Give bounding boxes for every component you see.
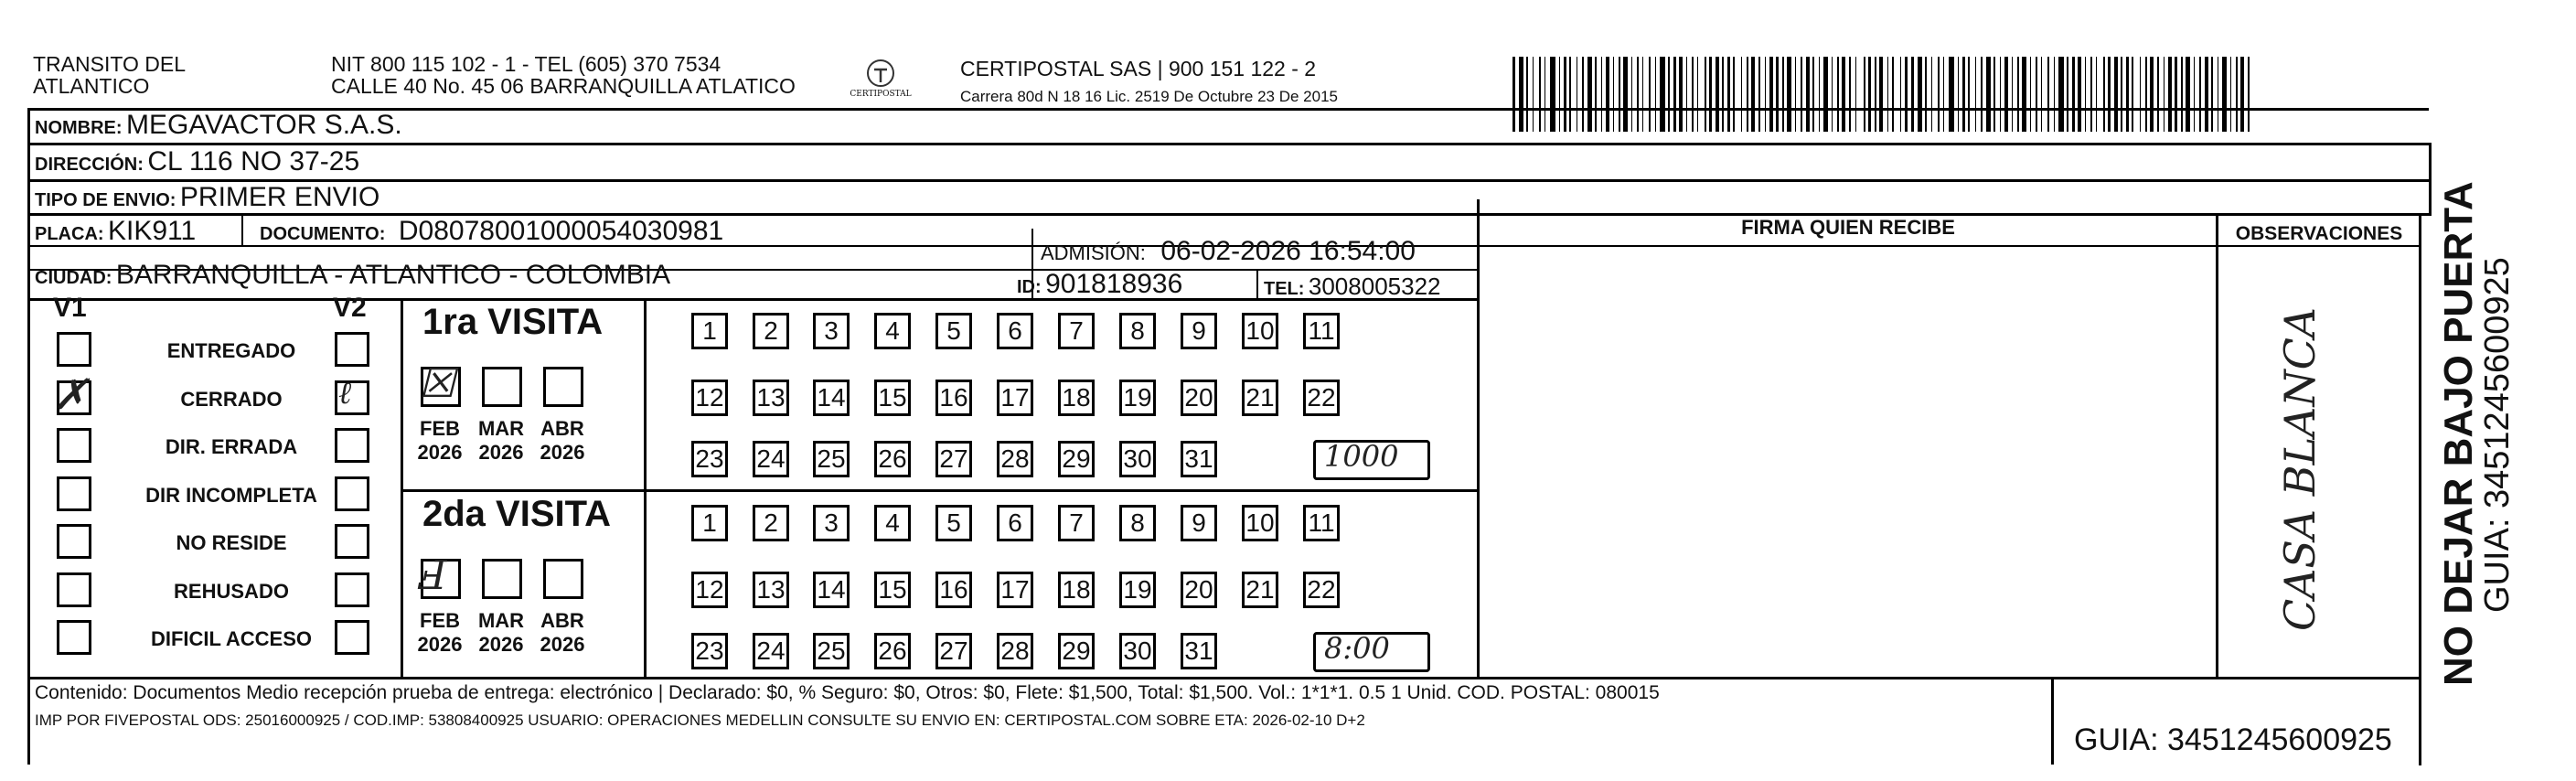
admision-field — [1041, 236, 1416, 267]
barcode-bar — [1958, 57, 1959, 132]
barcode-bar — [2194, 57, 2195, 132]
row-divider — [27, 298, 1480, 301]
month-checkbox[interactable] — [482, 367, 522, 407]
barcode-bar — [1686, 57, 1687, 132]
barcode-bar — [1655, 57, 1656, 132]
nit-block — [331, 53, 796, 97]
barcode-bar — [2058, 57, 2064, 132]
day-box[interactable]: 10 — [1242, 505, 1278, 541]
day-box[interactable]: 5 — [935, 313, 972, 349]
day-box[interactable]: 17 — [997, 380, 1033, 416]
barcode-bar — [1795, 57, 1796, 132]
barcode-bar — [1943, 57, 1944, 132]
day-box[interactable]: 3 — [813, 313, 850, 349]
barcode-bar — [1550, 57, 1555, 132]
day-box[interactable]: 18 — [1058, 380, 1095, 416]
barcode-bar — [1613, 57, 1614, 132]
barcode-bar — [2132, 57, 2133, 132]
v1-checkbox[interactable] — [57, 428, 91, 463]
day-box[interactable]: 28 — [997, 633, 1033, 669]
status-label: DIR INCOMPLETA — [145, 484, 317, 507]
barcode-bar — [2041, 57, 2042, 132]
barcode-bar — [1660, 57, 1665, 132]
barcode-bar — [2022, 57, 2026, 132]
month-name: FEB — [420, 609, 460, 632]
day-box[interactable]: 5 — [935, 505, 972, 541]
barcode-bar — [2072, 57, 2075, 132]
barcode-bar — [1526, 57, 1528, 132]
barcode-bar — [2004, 57, 2008, 132]
barcode-bar — [1993, 57, 1995, 132]
barcode-bar — [1569, 57, 1571, 132]
status-label: DIFICIL ACCESO — [150, 627, 312, 650]
status-label: ENTREGADO — [166, 339, 296, 362]
barcode-bar — [2205, 57, 2208, 132]
barcode-bar — [1606, 57, 1609, 132]
barcode-bar — [1975, 57, 1976, 132]
left-border — [27, 108, 30, 765]
barcode-bar — [1679, 57, 1683, 132]
barcode-bar — [1849, 57, 1851, 132]
barcode-bar — [1741, 57, 1742, 132]
month-checkbox[interactable] — [543, 367, 583, 407]
day-box[interactable]: 4 — [874, 313, 911, 349]
barcode-bar — [1765, 57, 1766, 132]
ciudad-field — [35, 260, 670, 291]
barcode-bar — [1642, 57, 1643, 132]
placa-value: KIK911 — [108, 216, 197, 246]
barcode-bar — [1697, 57, 1698, 132]
v2-checkbox[interactable] — [335, 620, 369, 655]
barcode-bar — [1787, 57, 1791, 132]
barcode — [1512, 57, 2251, 132]
v1-checkbox[interactable] — [57, 572, 91, 607]
obs-divider — [2216, 213, 2218, 679]
tipo-field — [35, 182, 379, 213]
month-year: 2026 — [417, 441, 463, 464]
barcode-bar — [2248, 57, 2250, 132]
day-box[interactable]: 30 — [1119, 633, 1156, 669]
v1-checkbox[interactable] — [57, 332, 91, 367]
barcode-bar — [1949, 57, 1954, 132]
documento-value: D08078001000054030981 — [398, 216, 724, 246]
month-name: ABR — [540, 417, 584, 440]
handwritten-mark: ℓ — [338, 375, 352, 412]
month-year: 2026 — [478, 633, 524, 656]
day-box[interactable]: 9 — [1181, 505, 1217, 541]
day-box[interactable]: 1 — [691, 313, 728, 349]
v1-checkbox[interactable] — [57, 620, 91, 655]
barcode-bar — [1769, 57, 1773, 132]
day-box[interactable]: 3 — [813, 505, 850, 541]
right-border — [2429, 143, 2432, 216]
day-box[interactable]: 6 — [997, 313, 1033, 349]
barcode-bar — [1911, 57, 1914, 132]
status-divider — [401, 298, 403, 677]
observaciones-header: OBSERVACIONES — [2235, 223, 2403, 244]
barcode-bar — [1962, 57, 1965, 132]
nombre-label: NOMBRE: — [35, 118, 123, 138]
tel-value: 3008005322 — [1308, 273, 1441, 300]
barcode-bar — [2103, 57, 2105, 132]
barcode-bar — [1623, 57, 1628, 132]
day-box[interactable]: 27 — [935, 633, 972, 669]
day-box[interactable]: 22 — [1303, 380, 1340, 416]
footer-contenido: Contenido: Documentos Medio recepción prueba de entrega: electrónico | Declarado: $0, % Seguro: $0, Otros: $0, Flete: $1,500, Total: $1,500. Vol.: 1*1*1. 0.5 1 Unid. COD. POSTAL: 080015 — [35, 682, 1660, 703]
barcode-bar — [1751, 57, 1755, 132]
day-box[interactable]: 26 — [874, 441, 911, 477]
month-label — [408, 417, 472, 465]
day-box[interactable]: 30 — [1119, 441, 1156, 477]
barcode-bar — [1968, 57, 1970, 132]
footer-guia: GUIA: 3451245600925 — [2074, 722, 2392, 757]
barcode-bar — [2157, 57, 2159, 132]
barcode-bar — [1819, 57, 1820, 132]
barcode-bar — [1716, 57, 1719, 132]
status-label: REHUSADO — [174, 580, 289, 603]
id-label: ID: — [1017, 277, 1042, 297]
barcode-bar — [1709, 57, 1712, 132]
barcode-bar — [1806, 57, 1810, 132]
day-box[interactable]: 15 — [874, 572, 911, 608]
day-box[interactable]: 21 — [1242, 572, 1278, 608]
calendar-divider — [644, 298, 647, 677]
day-box[interactable]: 27 — [935, 441, 972, 477]
right-border — [2419, 213, 2421, 765]
barcode-bar — [1842, 57, 1845, 132]
day-box[interactable]: 31 — [1181, 441, 1217, 477]
day-box[interactable]: 7 — [1058, 505, 1095, 541]
barcode-bar — [1823, 57, 1828, 132]
barcode-bar — [2085, 57, 2086, 132]
barcode-bar — [1875, 57, 1876, 132]
barcode-bar — [2078, 57, 2081, 132]
handwritten-mark: ☒ — [419, 360, 455, 407]
barcode-bar — [1855, 57, 1856, 132]
company-line: CERTIPOSTAL SAS | 900 151 122 - 2 — [960, 57, 1317, 80]
barcode-bar — [1864, 57, 1865, 132]
logo-text: CERTIPOSTAL — [850, 90, 912, 99]
barcode-bar — [1782, 57, 1784, 132]
id-value: 901818936 — [1045, 269, 1183, 299]
barcode-bar — [2017, 57, 2019, 132]
barcode-bar — [2140, 57, 2141, 132]
v2-checkbox[interactable] — [335, 428, 369, 463]
month-checkbox[interactable] — [543, 559, 583, 599]
admision-value: 06-02-2026 16:54:00 — [1160, 236, 1416, 266]
day-box[interactable]: 9 — [1181, 313, 1217, 349]
day-box[interactable]: 8 — [1119, 313, 1156, 349]
day-box[interactable]: 12 — [691, 380, 728, 416]
barcode-bar — [1692, 57, 1694, 132]
v2-checkbox[interactable] — [335, 332, 369, 367]
v2-header: V2 — [333, 293, 367, 323]
barcode-bar — [2186, 57, 2190, 132]
barcode-bar — [2175, 57, 2177, 132]
barcode-bar — [1619, 57, 1620, 132]
barcode-bar — [1887, 57, 1888, 132]
tipo-label: TIPO DE ENVIO: — [35, 190, 176, 210]
day-box[interactable]: 7 — [1058, 313, 1095, 349]
month-label — [530, 417, 594, 465]
day-box[interactable]: 4 — [874, 505, 911, 541]
handwritten-mark: Ⅎ — [419, 552, 447, 599]
ciudad-label: CIUDAD: — [35, 268, 112, 288]
day-box[interactable]: 13 — [753, 380, 789, 416]
barcode-bar — [1539, 57, 1541, 132]
handwritten-mark: ✗ — [53, 369, 89, 419]
handwritten-time: 1000 — [1324, 439, 1399, 474]
barcode-bar — [2211, 57, 2213, 132]
admision-label: ADMISIÓN: — [1041, 241, 1146, 264]
barcode-bar — [1931, 57, 1932, 132]
day-box[interactable]: 18 — [1058, 572, 1095, 608]
barcode-bar — [2030, 57, 2031, 132]
day-box[interactable]: 8 — [1119, 505, 1156, 541]
placa-field — [35, 216, 196, 247]
day-box[interactable]: 20 — [1181, 572, 1217, 608]
month-label — [469, 417, 533, 465]
barcode-bar — [1587, 57, 1592, 132]
barcode-bar — [1837, 57, 1839, 132]
day-box[interactable]: 23 — [691, 633, 728, 669]
day-box[interactable]: 13 — [753, 572, 789, 608]
day-box[interactable]: 2 — [753, 505, 789, 541]
status-label: DIR. ERRADA — [165, 435, 298, 458]
month-name: FEB — [420, 417, 460, 440]
barcode-bar — [2096, 57, 2097, 132]
barcode-bar — [2067, 57, 2068, 132]
v2-checkbox[interactable] — [335, 476, 369, 511]
ciudad-value: BARRANQUILLA - ATLANTICO - COLOMBIA — [115, 260, 671, 290]
v1-header: V1 — [53, 293, 87, 323]
day-box[interactable]: 1 — [691, 505, 728, 541]
firma-header: FIRMA QUIEN RECIBE — [1741, 216, 1955, 239]
barcode-bar — [1758, 57, 1760, 132]
documento-field — [260, 216, 723, 247]
address-line: CALLE 40 No. 45 06 BARRANQUILLA ATLATICO — [331, 74, 796, 98]
month-year: 2026 — [478, 441, 524, 464]
handwritten-time: 8:00 — [1324, 631, 1390, 666]
footer-divider — [27, 677, 2421, 679]
day-box[interactable]: 11 — [1303, 505, 1340, 541]
barcode-bar — [2126, 57, 2129, 132]
day-box[interactable]: 23 — [691, 441, 728, 477]
direccion-field — [35, 146, 359, 177]
barcode-bar — [1879, 57, 1883, 132]
month-label — [408, 609, 472, 657]
visit-title: 1ra VISITA — [422, 302, 604, 342]
visit-title: 2da VISITA — [422, 494, 611, 534]
day-box[interactable]: 19 — [1119, 380, 1156, 416]
barcode-bar — [1900, 57, 1901, 132]
barcode-bar — [2054, 57, 2055, 132]
documento-label: DOCUMENTO: — [260, 224, 386, 244]
day-box[interactable]: 19 — [1119, 572, 1156, 608]
footer-imp: IMP POR FIVEPOSTAL ODS: 25016000925 / COD.IMP: 53808400925 USUARIO: OPERACIONES MEDELLIN CONSULTE SU ENVIO EN: CERTIPOSTAL.COM SOBRE ETA: 2026-02-10 D+2 — [35, 711, 1365, 729]
month-year: 2026 — [540, 633, 585, 656]
tel-label: TEL: — [1264, 279, 1305, 299]
barcode-bar — [2108, 57, 2111, 132]
barcode-bar — [1559, 57, 1560, 132]
barcode-bar — [2150, 57, 2154, 132]
day-box[interactable]: 14 — [813, 380, 850, 416]
month-name: MAR — [477, 417, 525, 440]
barcode-bar — [2240, 57, 2244, 132]
day-box[interactable]: 25 — [813, 441, 850, 477]
day-box[interactable]: 21 — [1242, 380, 1278, 416]
side-warning: NO DEJAR BAJO PUERTA — [2436, 181, 2481, 686]
barcode-bar — [1986, 57, 1991, 132]
barcode-bar — [1631, 57, 1632, 132]
barcode-bar — [1673, 57, 1676, 132]
day-box[interactable]: 20 — [1181, 380, 1217, 416]
barcode-bar — [1905, 57, 1908, 132]
barcode-bar — [2222, 57, 2227, 132]
barcode-bar — [2000, 57, 2001, 132]
month-name: MAR — [477, 609, 525, 632]
barcode-bar — [1722, 57, 1724, 132]
status-label: NO RESIDE — [176, 531, 287, 554]
day-box[interactable]: 28 — [997, 441, 1033, 477]
direccion-label: DIRECCIÓN: — [35, 155, 144, 175]
side-guia: GUIA: 3451245600925 — [2478, 257, 2517, 613]
day-box[interactable]: 12 — [691, 572, 728, 608]
barcode-bar — [1981, 57, 1983, 132]
day-box[interactable]: 31 — [1181, 633, 1217, 669]
day-box[interactable]: 25 — [813, 633, 850, 669]
observaciones-handwritten: CASA BLANCA — [2275, 306, 2325, 631]
barcode-bar — [1918, 57, 1922, 132]
barcode-bar — [2181, 57, 2183, 132]
nit-line: NIT 800 115 102 - 1 - TEL (605) 370 7534 — [331, 52, 721, 76]
barcode-bar — [1747, 57, 1748, 132]
day-box[interactable]: 26 — [874, 633, 911, 669]
barcode-bar — [1519, 57, 1523, 132]
day-box[interactable]: 10 — [1242, 313, 1278, 349]
v2-checkbox[interactable] — [335, 524, 369, 559]
direccion-value: CL 116 NO 37-25 — [147, 146, 360, 177]
row-divider — [27, 143, 2429, 145]
v1-checkbox[interactable] — [57, 524, 91, 559]
id-field — [1017, 269, 1182, 300]
tipo-value: PRIMER ENVIO — [179, 182, 380, 212]
cell-divider — [1256, 269, 1258, 300]
barcode-bar — [1733, 57, 1735, 132]
barcode-bar — [1868, 57, 1871, 132]
barcode-bar — [2047, 57, 2049, 132]
org-name — [33, 53, 186, 97]
barcode-bar — [1776, 57, 1779, 132]
month-name: ABR — [540, 609, 584, 632]
barcode-bar — [1727, 57, 1730, 132]
day-box[interactable]: 16 — [935, 380, 972, 416]
barcode-bar — [2114, 57, 2118, 132]
status-label: CERRADO — [180, 388, 283, 411]
v2-checkbox[interactable] — [335, 572, 369, 607]
month-year: 2026 — [540, 441, 585, 464]
barcode-bar — [2199, 57, 2201, 132]
certipostal-logo — [841, 57, 920, 108]
month-year: 2026 — [417, 633, 463, 656]
visit-divider — [401, 489, 1478, 492]
barcode-bar — [1812, 57, 1814, 132]
v1-checkbox[interactable] — [57, 476, 91, 511]
barcode-bar — [1595, 57, 1597, 132]
row-divider — [27, 179, 2429, 182]
day-box[interactable]: 6 — [997, 505, 1033, 541]
barcode-bar — [2036, 57, 2037, 132]
barcode-bar — [2230, 57, 2231, 132]
day-box[interactable]: 14 — [813, 572, 850, 608]
barcode-bar — [1938, 57, 1940, 132]
day-box[interactable]: 2 — [753, 313, 789, 349]
barcode-bar — [2236, 57, 2238, 132]
barcode-bar — [1564, 57, 1566, 132]
day-box[interactable]: 17 — [997, 572, 1033, 608]
firma-divider — [1477, 199, 1480, 679]
nombre-field — [35, 110, 402, 141]
day-box[interactable]: 24 — [753, 441, 789, 477]
tel-field — [1264, 273, 1441, 301]
month-checkbox[interactable] — [482, 559, 522, 599]
day-box[interactable]: 22 — [1303, 572, 1340, 608]
barcode-bar — [1533, 57, 1534, 132]
org-line-1: TRANSITO DEL — [33, 52, 186, 76]
day-box[interactable]: 29 — [1058, 441, 1095, 477]
barcode-bar — [1705, 57, 1706, 132]
barcode-bar — [1925, 57, 1927, 132]
barcode-bar — [1649, 57, 1651, 132]
barcode-bar — [1601, 57, 1602, 132]
day-box[interactable]: 29 — [1058, 633, 1095, 669]
month-label — [469, 609, 533, 657]
barcode-bar — [2012, 57, 2013, 132]
barcode-bar — [1801, 57, 1802, 132]
license-line: Carrera 80d N 18 16 Lic. 2519 De Octubre 23 De 2015 — [960, 88, 1338, 105]
barcode-bar — [1668, 57, 1670, 132]
month-label — [530, 609, 594, 657]
day-box[interactable]: 11 — [1303, 313, 1340, 349]
day-box[interactable]: 24 — [753, 633, 789, 669]
barcode-bar — [1512, 57, 1515, 132]
org-line-2: ATLANTICO — [33, 74, 150, 98]
barcode-bar — [1582, 57, 1584, 132]
day-box[interactable]: 16 — [935, 572, 972, 608]
barcode-bar — [1637, 57, 1639, 132]
guia-divider — [2051, 679, 2054, 765]
barcode-bar — [1832, 57, 1833, 132]
cell-divider — [241, 213, 243, 246]
barcode-bar — [2168, 57, 2172, 132]
barcode-bar — [2121, 57, 2122, 132]
barcode-bar — [2145, 57, 2147, 132]
day-box[interactable]: 15 — [874, 380, 911, 416]
nombre-value: MEGAVACTOR S.A.S. — [126, 110, 402, 140]
barcode-bar — [1892, 57, 1894, 132]
barcode-bar — [2090, 57, 2092, 132]
placa-label: PLACA: — [35, 224, 104, 244]
